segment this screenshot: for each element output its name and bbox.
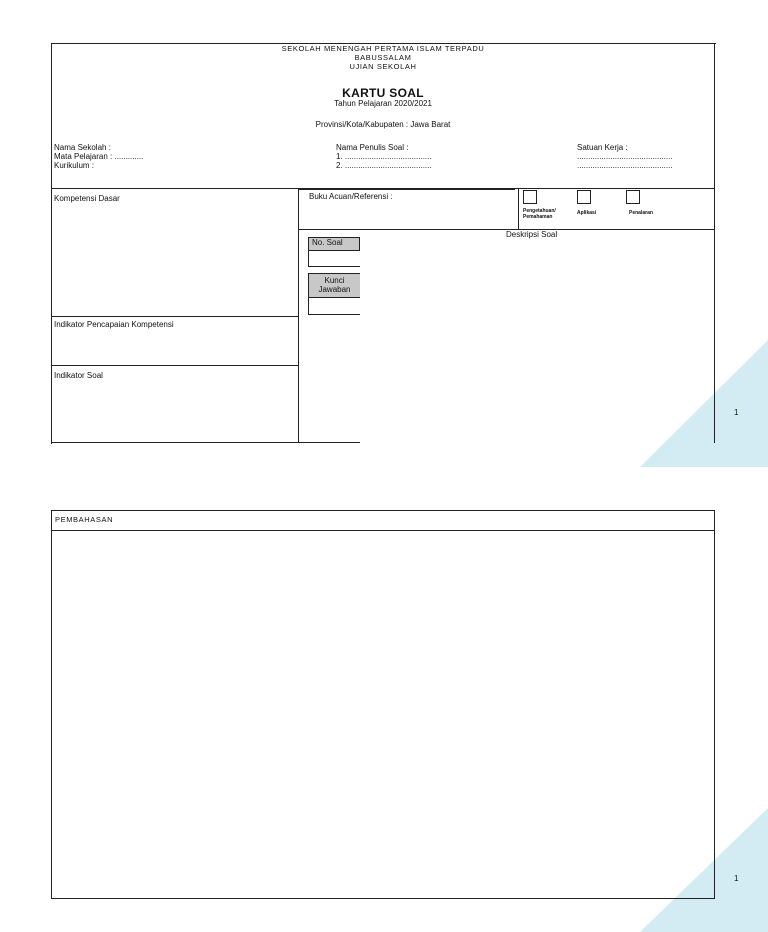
checkbox-aplikasi[interactable] xyxy=(577,190,591,204)
pembahasan-header-divider xyxy=(51,530,715,531)
info-penulis-1: 1. ....................................... xyxy=(336,152,432,161)
info-satuan-line-2: ........................................... xyxy=(577,161,673,170)
level-aplikasi: Aplikasi xyxy=(577,210,597,216)
pembahasan-title: PEMBAHASAN xyxy=(55,515,114,524)
kunci-label-line2: Jawaban xyxy=(318,285,351,294)
school-line-3: UJIAN SEKOLAH xyxy=(349,62,417,71)
info-penulis-2: 2. ....................................... xyxy=(336,161,432,170)
label-deskripsi-soal: Deskripsi Soal xyxy=(506,230,558,239)
label-buku-acuan: Buku Acuan/Referensi : xyxy=(309,192,393,201)
level-pengetahuan-line1: Pengetahuan/ xyxy=(523,208,556,214)
info-mata-pelajaran: Mata Pelajaran : ............. xyxy=(54,152,144,161)
divider-right-top xyxy=(515,188,715,189)
checkbox-penalaran[interactable] xyxy=(626,190,640,204)
school-line-1: SEKOLAH MENENGAH PERTAMA ISLAM TERPADU xyxy=(281,44,485,53)
info-kurikulum: Kurikulum : xyxy=(54,161,95,170)
card-bottom-border xyxy=(51,442,360,443)
no-soal-field[interactable] xyxy=(308,251,360,267)
divider-indikator-soal xyxy=(51,365,299,366)
no-soal-bottom xyxy=(308,266,360,267)
no-soal-label: No. Soal xyxy=(308,237,360,251)
label-indikator-soal: Indikator Soal xyxy=(54,371,103,380)
divider-mid-top xyxy=(299,188,515,190)
pembahasan-card xyxy=(51,510,715,899)
info-satuan-line-1: ........................................... xyxy=(577,152,673,161)
level-penalaran: Penalaran xyxy=(629,210,653,216)
kunci-jawaban-bottom xyxy=(308,314,360,315)
page-title: KARTU SOAL xyxy=(342,86,424,100)
label-kompetensi-dasar: Kompetensi Dasar xyxy=(54,194,120,203)
academic-year: Tahun Pelajaran 2020/2021 xyxy=(334,99,432,108)
kunci-jawaban-field[interactable] xyxy=(308,298,360,315)
page-number-2: 1 xyxy=(734,874,739,883)
label-indikator-pencapaian: Indikator Pencapaian Kompetensi xyxy=(54,320,174,329)
checkbox-pengetahuan[interactable] xyxy=(523,190,537,204)
info-nama-sekolah: Nama Sekolah : xyxy=(54,143,111,152)
levels-divider xyxy=(518,188,519,230)
school-line-2: BABUSSALAM xyxy=(354,53,412,62)
info-nama-penulis: Nama Penulis Soal : xyxy=(336,143,409,152)
info-satuan-kerja: Satuan Kerja : xyxy=(577,143,628,152)
level-pengetahuan-line2: Pemahaman xyxy=(523,214,553,220)
kunci-label-line1: Kunci xyxy=(324,276,345,285)
page-number-1: 1 xyxy=(734,408,739,417)
province: Provinsi/Kota/Kabupaten : Jawa Barat xyxy=(315,120,451,129)
divider-left-top xyxy=(51,188,299,189)
divider-indikator-pencapaian xyxy=(51,316,299,317)
kunci-jawaban-label xyxy=(308,273,360,298)
